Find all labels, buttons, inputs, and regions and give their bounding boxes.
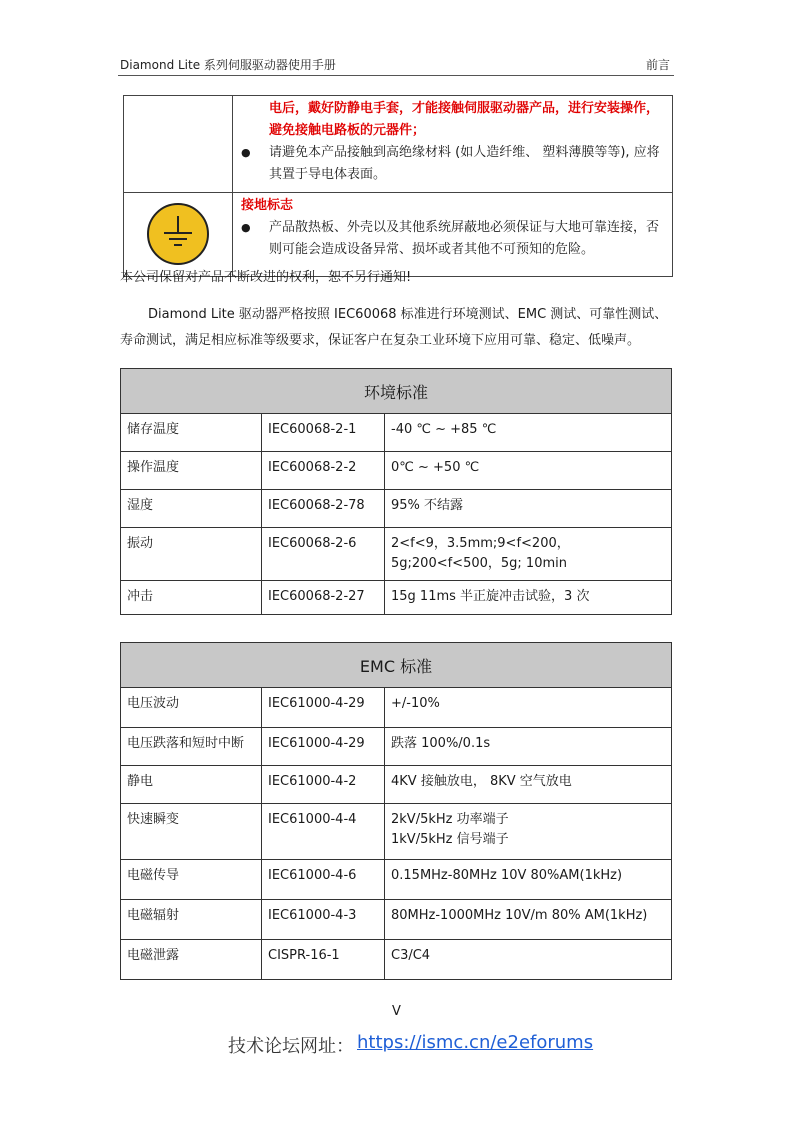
env-table-title: 环境标准 — [121, 369, 672, 414]
env-cell: 湿度 — [121, 490, 262, 528]
env-cell: 15g 11ms 半正旋冲击试验，3 次 — [385, 581, 672, 615]
env-cell: 振动 — [121, 528, 262, 581]
emc-cell: 4KV 接触放电， 8KV 空气放电 — [385, 766, 672, 804]
ground-bullet: ● 产品散热板、外壳以及其他系统屏蔽地必须保证与大地可靠连接，否则可能会造成设备异常、损坏或者其他不可预知的危险。 — [241, 217, 666, 261]
warning-red-line-1: 电后，戴好防静电手套，才能接触伺服驱动器产品，进行安装操作， — [269, 101, 660, 116]
env-cell: 操作温度 — [121, 452, 262, 490]
ground-icon — [147, 203, 209, 265]
env-cell: IEC60068-2-78 — [262, 490, 385, 528]
page-number: V — [392, 1004, 401, 1019]
emc-cell: 2kV/5kHz 功率端子 1kV/5kHz 信号端子 — [385, 804, 672, 860]
emc-table-title: EMC 标准 — [121, 643, 672, 688]
emc-cell: 跌落 100%/0.1s — [385, 728, 672, 766]
warning-icon-cell — [124, 96, 233, 193]
emc-cell: 电磁传导 — [121, 860, 262, 900]
notice-text: 本公司保留对产品不断改进的权利，恕不另行通知! — [120, 270, 412, 285]
header-divider — [118, 75, 674, 76]
warning-table — [123, 95, 673, 277]
emc-cell: C3/C4 — [385, 940, 672, 980]
env-cell: IEC60068-2-27 — [262, 581, 385, 615]
warning-bullet: ● 请避免本产品接触到高绝缘材料 (如人造纤维、 塑料薄膜等等), 应将其置于导电体表面。 — [241, 142, 666, 186]
ground-icon-cell — [124, 193, 233, 277]
header-section: 前言 — [646, 58, 671, 72]
emc-cell: IEC61000-4-29 — [262, 688, 385, 728]
env-cell: 2<f<9，3.5mm;9<f<200，5g;200<f<500，5g; 10min — [385, 528, 672, 581]
env-cell: IEC60068-2-1 — [262, 414, 385, 452]
emc-cell: CISPR-16-1 — [262, 940, 385, 980]
env-cell: IEC60068-2-2 — [262, 452, 385, 490]
env-cell: 冲击 — [121, 581, 262, 615]
emc-cell: IEC61000-4-3 — [262, 900, 385, 940]
emc-cell: IEC61000-4-6 — [262, 860, 385, 900]
emc-cell: 快速瞬变 — [121, 804, 262, 860]
emc-cell: 电磁辐射 — [121, 900, 262, 940]
emc-cell: 静电 — [121, 766, 262, 804]
emc-cell: 电磁泄露 — [121, 940, 262, 980]
ground-text-cell — [233, 193, 673, 277]
env-cell: 0℃ ~ +50 ℃ — [385, 452, 672, 490]
emc-cell: 电压波动 — [121, 688, 262, 728]
emc-cell: IEC61000-4-2 — [262, 766, 385, 804]
forum-label: 技术论坛网址： — [228, 1036, 354, 1057]
env-table — [120, 368, 672, 615]
env-cell: 储存温度 — [121, 414, 262, 452]
header-title: Diamond Lite 系列伺服驱动器使用手册 — [120, 58, 336, 72]
emc-cell: +/-10% — [385, 688, 672, 728]
emc-cell: 电压跌落和短时中断 — [121, 728, 262, 766]
env-cell: IEC60068-2-6 — [262, 528, 385, 581]
warning-text-cell — [233, 96, 673, 193]
emc-cell: IEC61000-4-4 — [262, 804, 385, 860]
forum-link[interactable]: https://ismc.cn/e2eforums — [357, 1032, 594, 1053]
emc-cell: 0.15MHz-80MHz 10V 80%AM(1kHz) — [385, 860, 672, 900]
warning-red-line-2: 避免接触电路板的元器件； — [269, 123, 426, 138]
emc-table — [120, 642, 672, 980]
emc-cell: 80MHz-1000MHz 10V/m 80% AM(1kHz) — [385, 900, 672, 940]
intro-paragraph: Diamond Lite 驱动器严格按照 IEC60068 标准进行环境测试、EMC 测试、可靠性测试、寿命测试，满足相应标准等级要求，保证客户在复杂工业环境下应用可靠、稳定、低噪声。 — [120, 307, 668, 348]
env-cell: -40 ℃ ~ +85 ℃ — [385, 414, 672, 452]
ground-heading: 接地标志 — [241, 198, 294, 213]
env-cell: 95% 不结露 — [385, 490, 672, 528]
emc-cell: IEC61000-4-29 — [262, 728, 385, 766]
